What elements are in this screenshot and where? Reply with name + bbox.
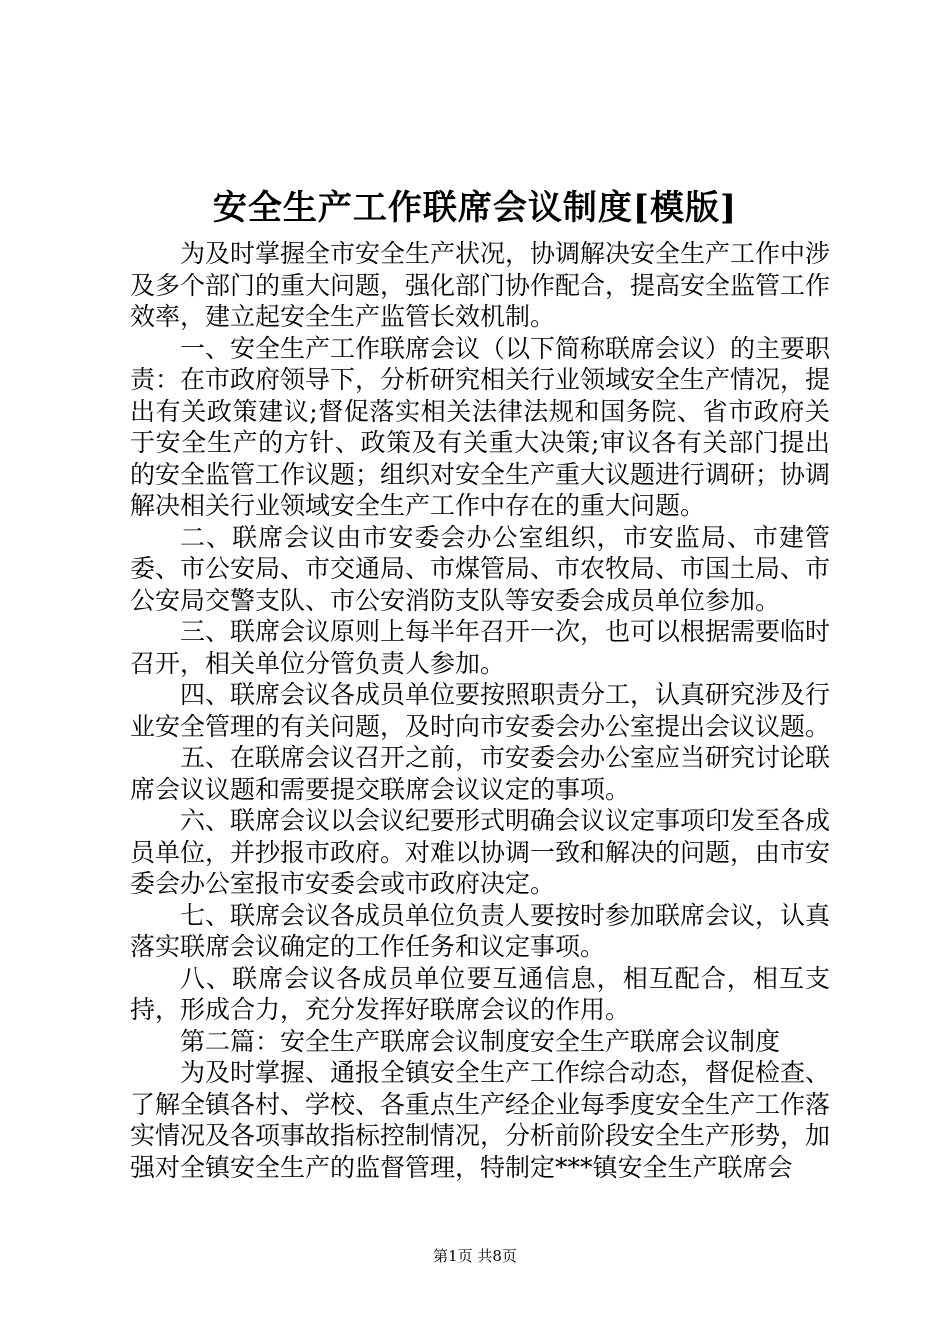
paragraph-section-2-intro: 为及时掌握、通报全镇安全生产工作综合动态，督促检查、了解全镇各村、学校、各重点生产经企业每季度安全生产工作落实情况及各项事故指标控制情况，分析前阶段安全生产形势，加强对全镇安全生产的监督管理，特制定***镇安全生产联席会 [130,1058,831,1182]
document-body [130,238,830,1183]
paragraph-item-7: 七、联席会议各成员单位负责人要按时参加联席会议，认真落实联席会议确定的工作任务和议定事项。 [130,900,831,961]
paragraph-item-1: 一、安全生产工作联席会议（以下简称联席会议）的主要职责：在市政府领导下，分析研究相关行业领域安全生产情况，提出有关政策建议;督促落实相关法律法规和国务院、省市政府关于安全生产的方针、政策及有关重大决策;审议各有关部门提出的安全监管工作议题；组织对安全生产重大议题进行调研；协调解决相关行业领域安全生产工作中存在的重大问题。 [130,333,831,520]
paragraph-item-3: 三、联席会议原则上每半年召开一次，也可以根据需要临时召开，相关单位分管负责人参加。 [130,617,831,678]
document-title: 安全生产工作联席会议制度[模版] [212,188,738,228]
paragraph-intro: 为及时掌握全市安全生产状况，协调解决安全生产工作中涉及多个部门的重大问题，强化部门协作配合，提高安全监管工作效率，建立起安全生产监管长效机制。 [130,239,831,331]
section-heading: 第二篇：安全生产联席会议制度安全生产联席会议制度 [180,1026,781,1056]
paragraph-item-5: 五、在联席会议召开之前，市安委会办公室应当研究讨论联席会议议题和需要提交联席会议议定的事项。 [130,743,831,804]
page-footer: 第1页 共8页 [433,1247,517,1265]
paragraph-item-6: 六、联席会议以会议纪要形式明确会议议定事项印发至各成员单位，并抄报市政府。对难以协调一致和解决的问题，由市安委会办公室报市安委会或市政府决定。 [130,806,831,898]
paragraph-item-2: 二、联席会议由市安委会办公室组织，市安监局、市建管委、市公安局、市交通局、市煤管局、市农牧局、市国土局、市公安局交警支队、市公安消防支队等安委会成员单位参加。 [130,522,831,615]
paragraph-item-4: 四、联席会议各成员单位要按照职责分工，认真研究涉及行业安全管理的有关问题，及时向市安委会办公室提出会议议题。 [130,680,831,741]
paragraph-item-8: 八、联席会议各成员单位要互通信息，相互配合，相互支持，形成合力，充分发挥好联席会议的作用。 [130,963,830,1024]
